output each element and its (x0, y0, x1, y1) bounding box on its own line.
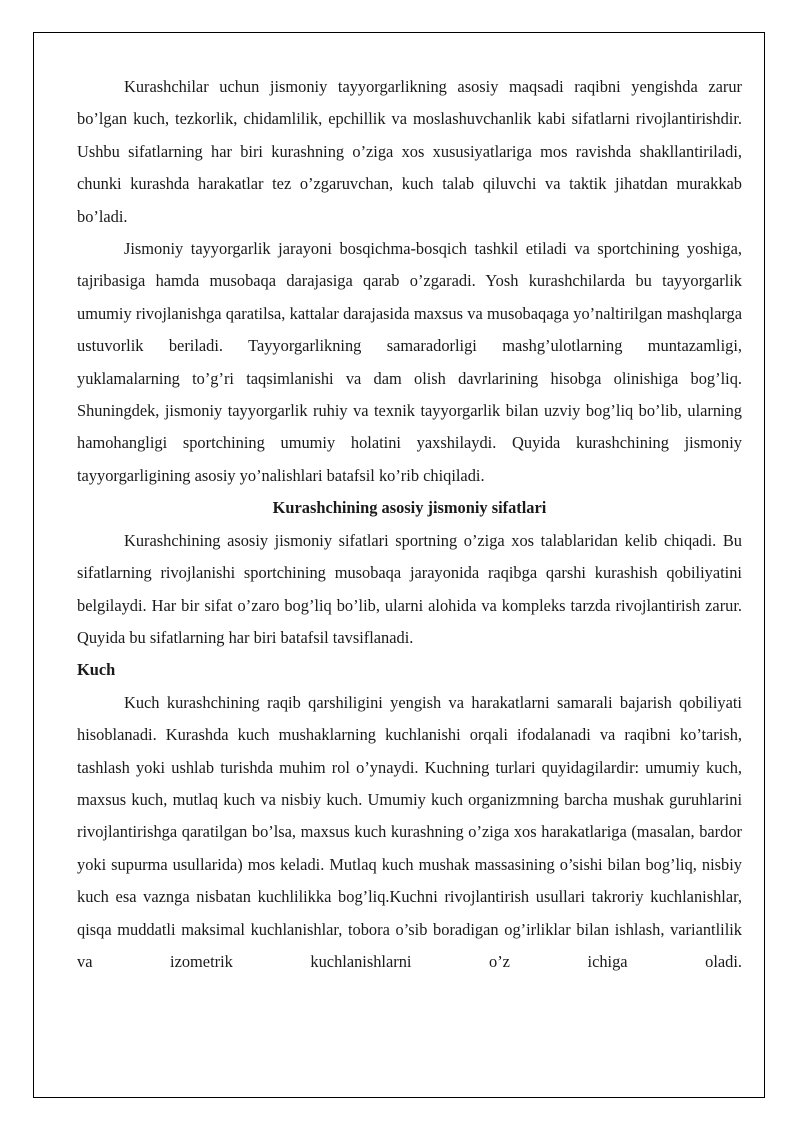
paragraph-kuch: Kuch kurashchining raqib qarshiligini yengish va harakatlarni samarali bajarish qobiliyati hisoblanadi. Kurashda kuch mushaklarning kuchlanishi orqali ifodalanadi va raqibni ko’tarish, tashlash yoki ushlab turishda muhim rol o’ynaydi. Kuchning turlari quyidagilardir: umumiy kuch, maxsus kuch, mutlaq kuch va nisbiy kuch. Umumiy kuch organizmning barcha mushak guruhlarini rivojlantirishga qaratilgan bo’lsa, maxsus kuch kurashning o’ziga xos harakatlariga (masalan, bardor yoki supurma usullarida) mos keladi. Mutlaq kuch mushak massasining o’sishi bilan bog’liq, nisbiy kuch esa vaznga nisbatan kuchlilikka bog’liq.Kuchni rivojlantirish usullari takroriy kuchlanishlar, qisqa muddatli maksimal kuchlanishlar, tobora o’sib boradigan og’irliklar bilan ishlash, variantlilik va izometrik kuchlanishlarni o’z ichiga oladi. (77, 692, 742, 971)
paragraph-intro: Kurashchilar uchun jismoniy tayyorgarlikning asosiy maqsadi raqibni yengishda zarur bo’lgan kuch, tezkorlik, chidamlilik, epchillik va moslashuvchanlik kabi sifatlarni rivojlantirishdir. Ushbu sifatlarning har biri kurashning o’ziga xos xususiyatlariga mos ravishda shakllantiriladi, chunki kurashda harakatlar tez o’zgaruvchan, kuch talab qiluvchi va taktik jihatdan murakkab bo’ladi. (77, 77, 742, 226)
document-body (77, 71, 742, 978)
section-title: Kurashchining asosiy jismoniy sifatlari (272, 498, 547, 518)
subsection-title: Kuch (77, 660, 116, 680)
paragraph-process: Jismoniy tayyorgarlik jarayoni bosqichma-bosqich tashkil etiladi va sportchining yoshiga, tajribasiga hamda musobaqa darajasiga qarab o’zgaradi. Yosh kurashchilarda bu tayyorgarlik umumiy rivojlanishga qaratilsa, kattalar darajasida maxsus va musobaqaga yo’naltirilgan mashqlarga ustuvorlik beriladi. Tayyorgarlikning samaradorligi mashg’ulotlarning muntazamligi, yuklamalarning to’g’ri taqsimlanishi va dam olish davrlarining hisobga olinishiga bog’liq. Shuningdek, jismoniy tayyorgarlik ruhiy va texnik tayyorgarlik bilan uzviy bog’liq bo’lib, ularning hamohangligi sportchining umumiy holatini yaxshilaydi. Quyida kurashchining jismoniy tayyorgarligining asosiy yo’nalishlari batafsil ko’rib chiqiladi. (77, 239, 742, 485)
paragraph-section: Kurashchining asosiy jismoniy sifatlari sportning o’ziga xos talablaridan kelib chiqadi. Bu sifatlarning rivojlanishi sportchining musobaqa jarayonida raqibga qarshi kurashish qobiliyatini belgilaydi. Har bir sifat o’zaro bog’liq bo’lib, ularni alohida va kompleks tarzda rivojlantirish zarur. Quyida bu sifatlarning har biri batafsil tavsiflanadi. (77, 530, 742, 647)
